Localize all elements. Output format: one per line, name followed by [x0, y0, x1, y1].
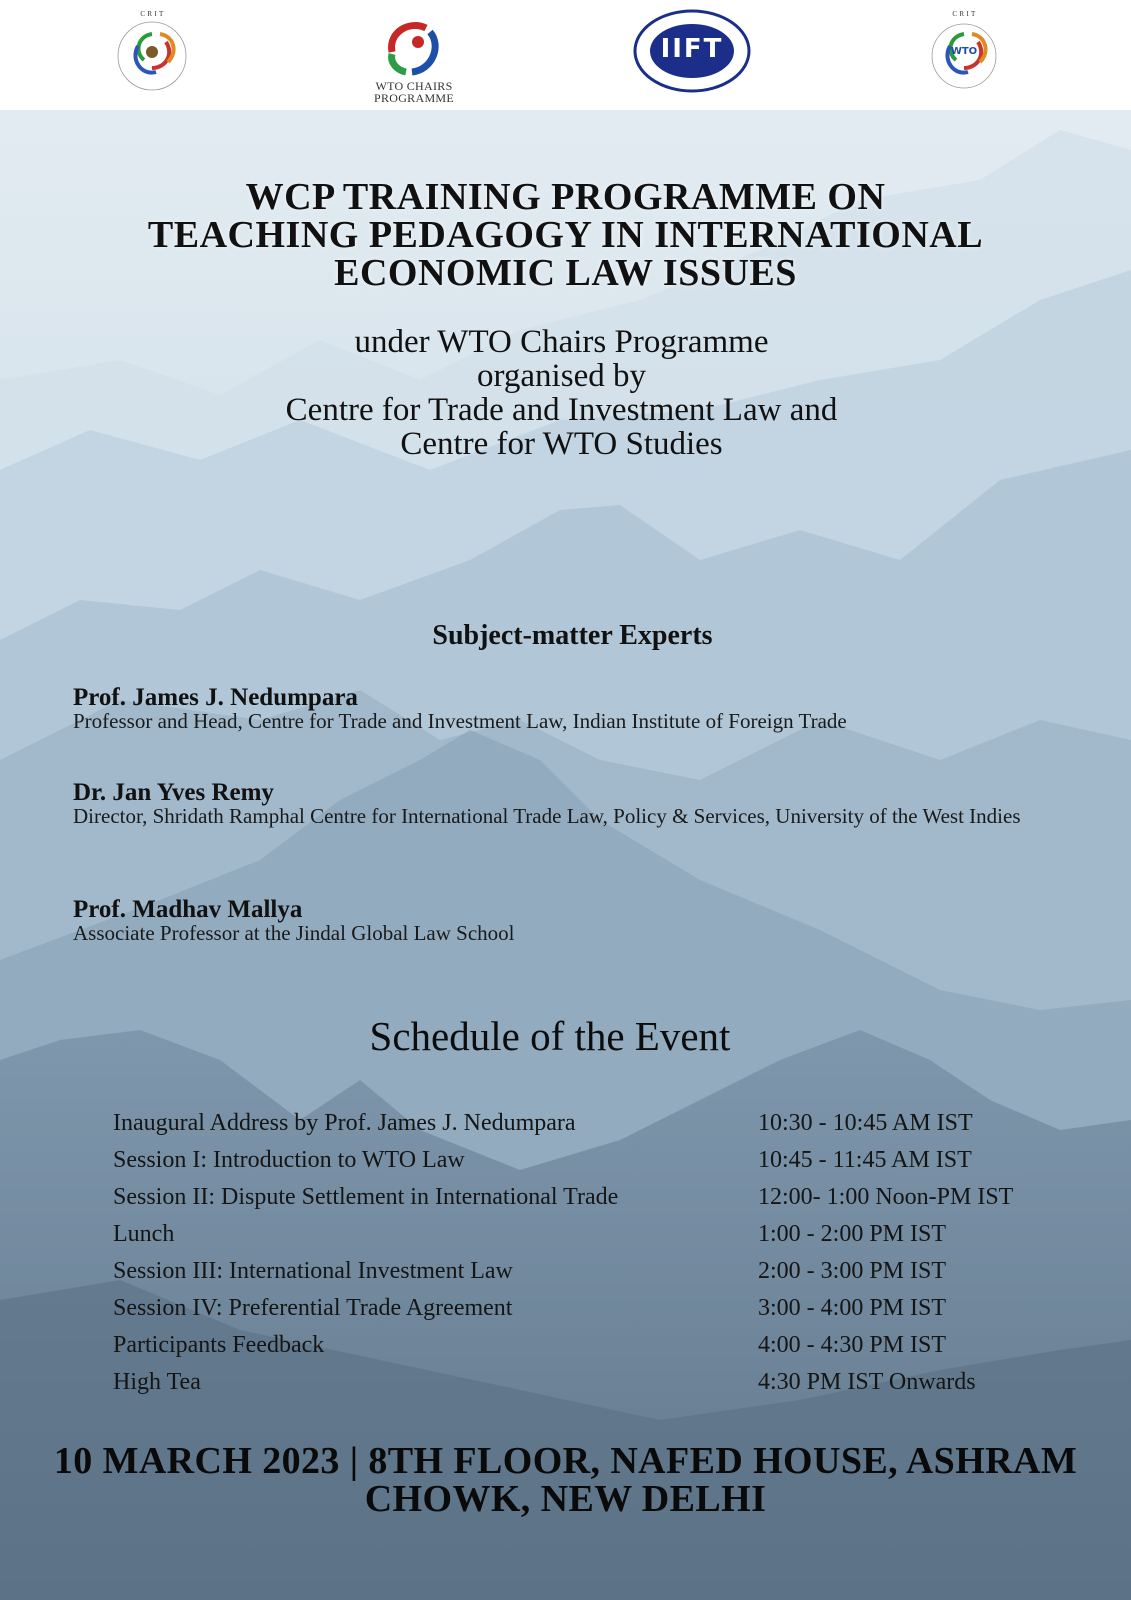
schedule-item: Session I: Introduction to WTO Law	[113, 1147, 465, 1173]
title-line-3: ECONOMIC LAW ISSUES	[334, 252, 797, 294]
wto-chairs-line2: PROGRAMME	[373, 91, 455, 105]
schedule-row	[113, 1147, 1073, 1184]
schedule-time: 12:00- 1:00 Noon-PM IST	[758, 1184, 1014, 1210]
date-venue-line-1: 10 MARCH 2023 | 8TH FLOOR, NAFED HOUSE, ASHRAM	[53, 1440, 1078, 1482]
schedule-row	[113, 1110, 1073, 1147]
expert-role: Professor and Head, Centre for Trade and Investment Law, Indian Institute of Foreign Trade	[73, 709, 847, 733]
schedule-row	[113, 1258, 1073, 1295]
schedule-time: 10:30 - 10:45 AM IST	[758, 1110, 973, 1136]
organiser-block	[150, 325, 973, 461]
expert-name: Prof. James J. Nedumpara	[73, 684, 358, 711]
date-venue-line-2: CHOWK, NEW DELHI	[364, 1478, 767, 1520]
schedule-row	[113, 1295, 1073, 1332]
crit-arc-text: C R I T	[140, 10, 164, 18]
schedule-item: Session II: Dispute Settlement in International Trade	[113, 1184, 619, 1210]
expert-entry	[73, 781, 1073, 827]
subtitle-line-1: under WTO Chairs Programme	[354, 324, 769, 360]
expert-role: Associate Professor at the Jindal Global Law School	[73, 921, 515, 945]
iift-monogram: IIFT	[660, 34, 724, 64]
expert-role: Director, Shridath Ramphal Centre for International Trade Law, Policy & Services, University of the West Indies	[73, 804, 1021, 828]
schedule-row	[113, 1221, 1073, 1258]
cws-logo	[924, 6, 1004, 104]
expert-entry	[73, 686, 1073, 732]
iift-logo	[632, 6, 752, 104]
schedule-row	[113, 1332, 1073, 1369]
wto-chairs-logo	[366, 6, 462, 104]
schedule-time: 3:00 - 4:00 PM IST	[758, 1295, 947, 1321]
subtitle-line-3: Centre for Trade and Investment Law and	[285, 392, 838, 428]
schedule-time: 4:00 - 4:30 PM IST	[758, 1332, 947, 1358]
schedule-item: Session IV: Preferential Trade Agreement	[113, 1295, 513, 1321]
schedule-item: Session III: International Investment Law	[113, 1258, 513, 1284]
programme-title	[80, 178, 1051, 292]
schedule-time: 4:30 PM IST Onwards	[758, 1369, 976, 1395]
experts-heading: Subject-matter Experts	[432, 620, 713, 651]
expert-name: Dr. Jan Yves Remy	[73, 779, 274, 806]
subtitle-line-4: Centre for WTO Studies	[400, 426, 723, 462]
wto-chairs-line1: WTO CHAIRS	[375, 79, 453, 93]
schedule-row	[113, 1184, 1073, 1221]
title-line-2: TEACHING PEDAGOGY IN INTERNATIONAL	[147, 214, 984, 256]
date-venue	[20, 1442, 1111, 1518]
schedule-time: 10:45 - 11:45 AM IST	[758, 1147, 972, 1173]
schedule-item: Lunch	[113, 1221, 175, 1247]
schedule-time: 1:00 - 2:00 PM IST	[758, 1221, 947, 1247]
schedule-table	[113, 1110, 1073, 1406]
title-line-1: WCP TRAINING PROGRAMME ON	[245, 176, 886, 218]
schedule-item: Inaugural Address by Prof. James J. Nedumpara	[113, 1110, 576, 1136]
cws-center-text: WTO	[950, 46, 978, 57]
crit-logo	[108, 6, 196, 104]
schedule-item: High Tea	[113, 1369, 201, 1395]
schedule-row	[113, 1369, 1073, 1406]
expert-entry	[73, 898, 1073, 944]
schedule-time: 2:00 - 3:00 PM IST	[758, 1258, 947, 1284]
expert-name: Prof. Madhav Mallya	[73, 896, 303, 923]
cws-arc-text: C R I T	[952, 10, 976, 18]
schedule-heading: Schedule of the Event	[369, 1013, 731, 1059]
schedule-item: Participants Feedback	[113, 1332, 325, 1358]
subtitle-line-2: organised by	[477, 358, 646, 394]
logo-band	[0, 0, 1131, 110]
